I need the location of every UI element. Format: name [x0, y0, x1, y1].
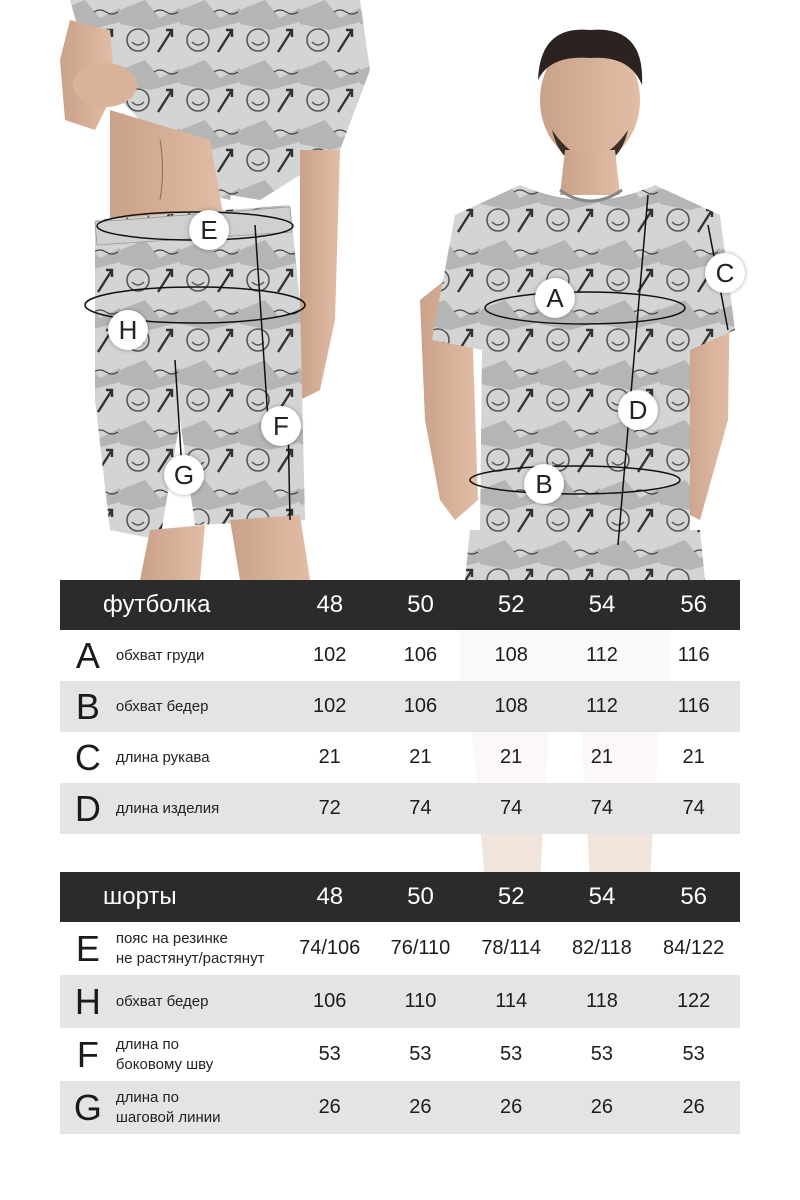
- table-cell: 112: [585, 695, 618, 717]
- table-cell: 74: [409, 797, 432, 819]
- right-model: [420, 30, 735, 580]
- size-header: 56: [680, 591, 708, 618]
- table-cell: 53: [682, 1043, 705, 1065]
- marker-h: H: [108, 310, 148, 350]
- size-header: 52: [497, 591, 525, 618]
- marker-d: D: [618, 390, 658, 430]
- marker-b: B: [524, 464, 564, 504]
- measure-label: [116, 992, 285, 1012]
- measure-label: [116, 929, 285, 969]
- table-cell: 53: [500, 1043, 523, 1065]
- measure-label: длина изделия: [115, 799, 220, 817]
- table-cell: 53: [318, 1043, 341, 1065]
- measure-label-line: длина по: [115, 1088, 179, 1106]
- table-row: [60, 922, 740, 975]
- table-row: [60, 732, 740, 783]
- table-cell: 108: [494, 644, 528, 666]
- tshirt-size-table: [60, 580, 740, 834]
- table-cell: 106: [403, 644, 438, 666]
- table-row: [60, 1028, 740, 1081]
- table-row: [60, 1081, 740, 1134]
- measure-label-line: не растянут/растянут: [115, 949, 265, 967]
- table-cell: 102: [313, 695, 347, 717]
- size-header: 54: [588, 883, 616, 910]
- size-header: 50: [407, 591, 434, 618]
- table-row: [60, 681, 740, 732]
- table-row: [60, 630, 740, 681]
- table-row: [60, 975, 740, 1028]
- tshirt-table-header: [60, 580, 740, 630]
- measure-label: длина рукава: [115, 748, 210, 766]
- table-cell: 53: [590, 1043, 614, 1065]
- table-cell: 82/118: [572, 937, 632, 959]
- table-cell: 21: [409, 746, 432, 768]
- table-cell: 53: [409, 1043, 432, 1065]
- table-cell: 110: [404, 990, 437, 1012]
- table-row: [60, 783, 740, 834]
- model-illustration: [0, 0, 800, 580]
- measure-label-line: шаговой линии: [115, 1108, 221, 1126]
- measure-letter: H: [74, 980, 101, 1022]
- marker-c: C: [705, 253, 745, 293]
- measure-label-line: пояс на резинке: [115, 929, 228, 947]
- measure-letter: E: [75, 927, 100, 969]
- table-cell: 26: [318, 1096, 341, 1118]
- measure-label: обхват груди: [115, 646, 205, 664]
- table-cell: 84/122: [663, 937, 725, 959]
- marker-a: A: [535, 278, 575, 318]
- table-cell: 116: [677, 695, 710, 717]
- table-cell: 74: [500, 797, 523, 819]
- measure-letter: A: [75, 634, 100, 676]
- measure-letter: D: [74, 787, 101, 829]
- measure-letter: G: [73, 1086, 102, 1128]
- table-cell: 106: [403, 695, 438, 717]
- shorts-size-table: [60, 872, 740, 1134]
- left-model: [60, 0, 370, 580]
- table-cell: 118: [585, 990, 618, 1012]
- shorts-table-header: [60, 872, 740, 922]
- measure-letter: F: [76, 1033, 99, 1075]
- table-cell: 26: [500, 1096, 523, 1118]
- table-cell: 26: [682, 1096, 705, 1118]
- table-cell: 116: [677, 644, 710, 666]
- measure-label-line: обхват бедер: [115, 992, 209, 1010]
- table-cell: 78/114: [481, 937, 541, 959]
- measure-letter: C: [74, 736, 101, 778]
- size-header: 54: [588, 591, 616, 618]
- table-cell: 72: [318, 797, 341, 819]
- table-cell: 102: [313, 644, 347, 666]
- table-cell: 114: [495, 990, 528, 1012]
- table-cell: 122: [676, 990, 711, 1012]
- table-cell: 26: [590, 1096, 614, 1118]
- size-header: 52: [497, 883, 525, 910]
- measure-letter: B: [75, 685, 100, 727]
- table-cell: 21: [590, 746, 614, 768]
- table-cell: 26: [409, 1096, 432, 1118]
- size-header: 48: [316, 883, 344, 910]
- shorts-table-title: шорты: [103, 883, 177, 910]
- size-header: 48: [316, 591, 344, 618]
- table-cell: 76/110: [390, 937, 451, 959]
- size-header: 56: [680, 883, 708, 910]
- table-cell: 74: [682, 797, 705, 819]
- measure-label-line: боковому шву: [115, 1055, 214, 1073]
- measure-label: [116, 1088, 285, 1128]
- marker-f: F: [261, 406, 301, 446]
- table-cell: 106: [313, 990, 347, 1012]
- product-photo: [0, 0, 800, 580]
- table-cell: 21: [318, 746, 341, 768]
- marker-e: E: [189, 210, 229, 250]
- measure-label: [116, 1035, 285, 1075]
- table-cell: 21: [500, 746, 523, 768]
- measure-label: обхват бедер: [115, 697, 209, 715]
- measure-label-line: длина по: [115, 1035, 179, 1053]
- table-cell: 112: [585, 644, 618, 666]
- table-cell: 74: [590, 797, 614, 819]
- marker-g: G: [164, 455, 204, 495]
- table-cell: 108: [494, 695, 528, 717]
- tshirt-table-title: футболка: [103, 591, 211, 618]
- table-cell: 74/106: [299, 937, 361, 959]
- table-cell: 21: [682, 746, 705, 768]
- size-header: 50: [407, 883, 434, 910]
